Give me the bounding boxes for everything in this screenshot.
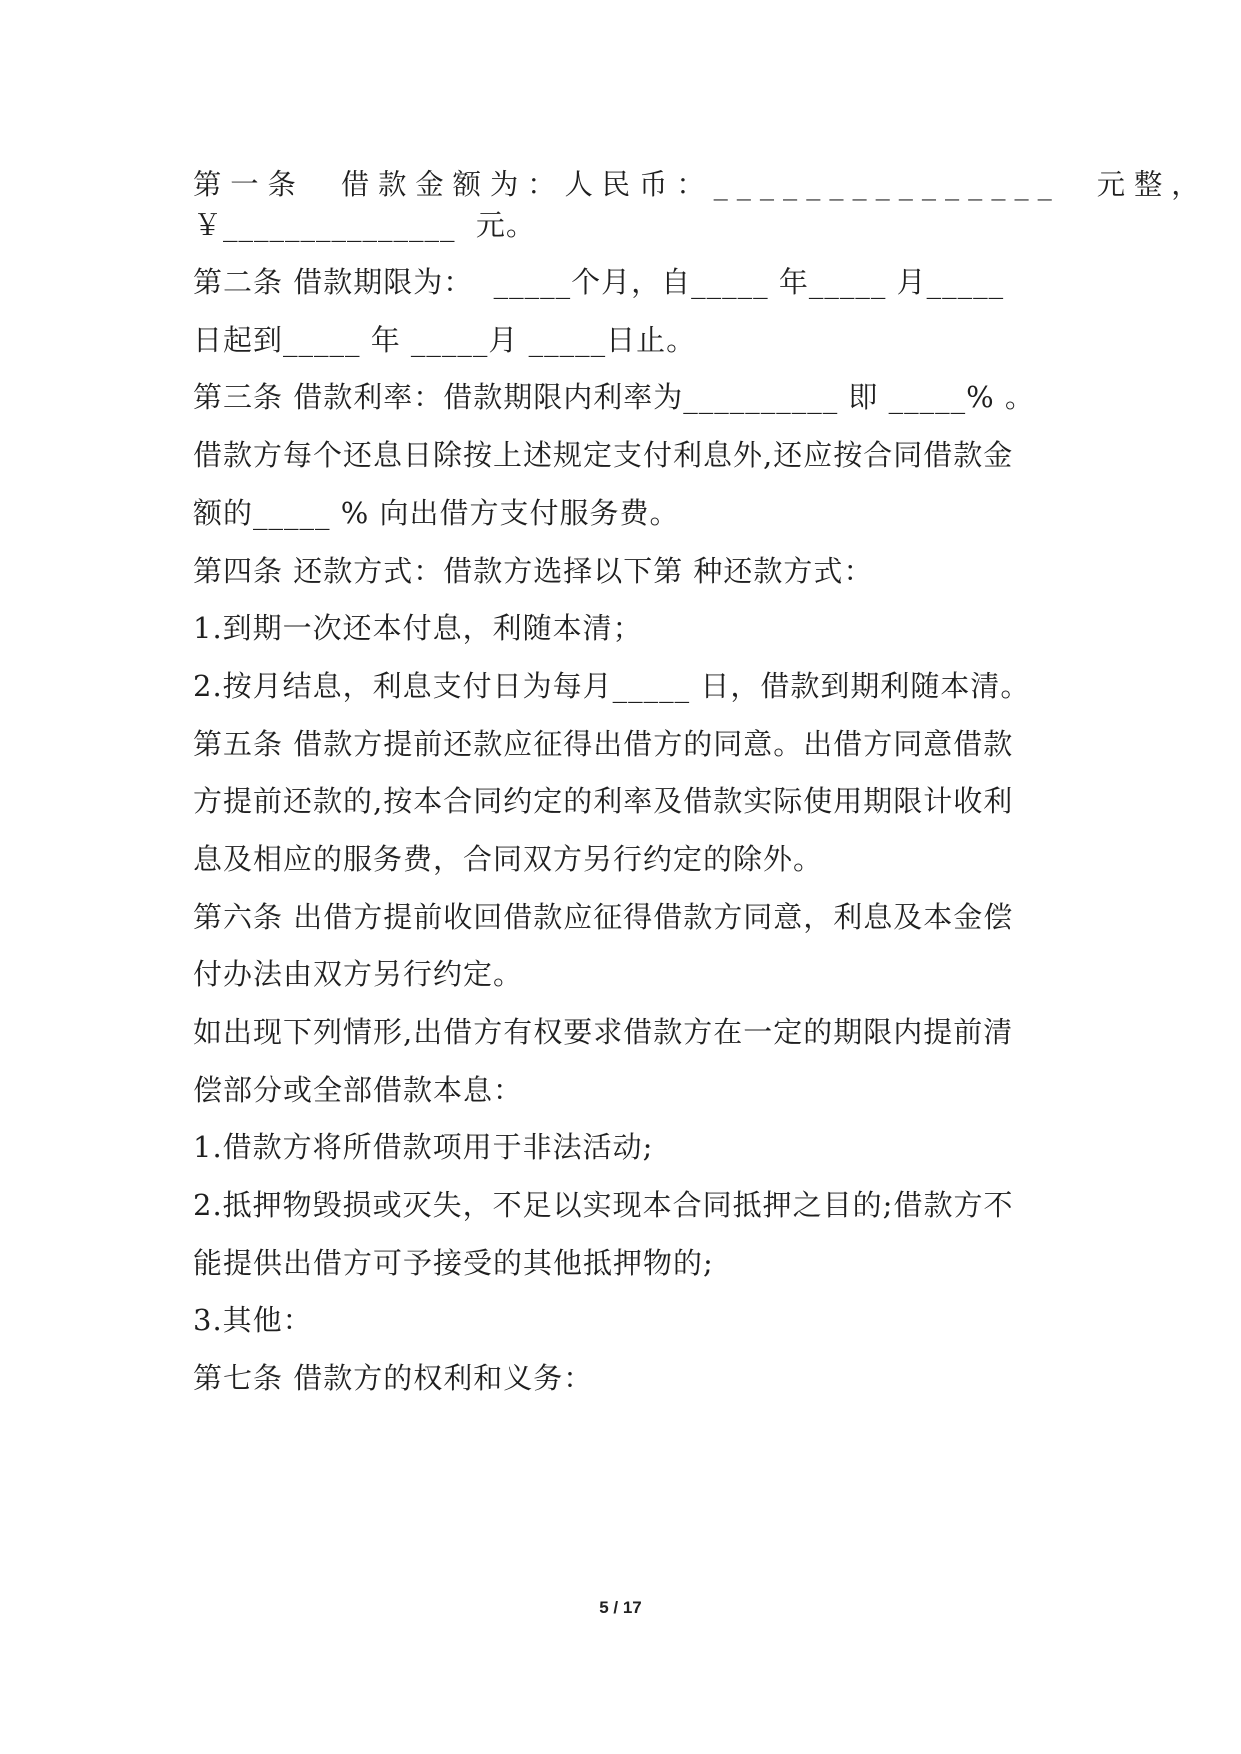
text-line: 借款方每个还息日除按上述规定支付利息外,还应按合同借款金 — [193, 438, 1014, 472]
text-line: 额的_____ % 向出借方支付服务费。 — [193, 496, 680, 530]
text-line-article-6: 第六条 出借方提前收回借款应征得借款方同意，利息及本金偿 — [193, 900, 1014, 934]
text-line: 3.其他： — [193, 1303, 313, 1337]
text-line: 2.抵押物毁损或灭失，不足以实现本合同抵押之目的;借款方不 — [193, 1188, 1014, 1222]
text-line-article-5: 第五条 借款方提前还款应征得出借方的同意。出借方同意借款 — [193, 727, 1014, 761]
text-line-article-3: 第三条 借款利率：借款期限内利率为__________ 即 _____% 。 — [193, 380, 1035, 414]
text-line: 2.按月结息，利息支付日为每月_____ 日，借款到期利随本清。 — [193, 669, 1031, 703]
text-line-article-4: 第四条 还款方式：借款方选择以下第 种还款方式： — [193, 554, 874, 588]
text-line: ￥_______________ 元。 — [193, 208, 536, 242]
text-line: 能提供出借方可予接受的其他抵押物的; — [193, 1246, 714, 1280]
text-line-article-1: 第一条 借款金额为：人民币：_______________ 元整， — [193, 168, 1209, 201]
text-line-article-7: 第七条 借款方的权利和义务： — [193, 1361, 594, 1395]
text-line: 付办法由双方另行约定。 — [193, 957, 524, 991]
text-line: 偿部分或全部借款本息： — [193, 1073, 524, 1107]
text-line: 息及相应的服务费，合同双方另行约定的除外。 — [193, 842, 824, 876]
text-line: 1.到期一次还本付息，利随本清； — [193, 611, 643, 645]
text-line: 如出现下列情形,出借方有权要求借款方在一定的期限内提前清 — [193, 1015, 1014, 1049]
text-line: 1.借款方将所借款项用于非法活动; — [193, 1130, 654, 1164]
text-line: 日起到_____ 年 _____月 _____日止。 — [193, 323, 697, 357]
page-number: 5 / 17 — [599, 1598, 642, 1617]
text-line: 方提前还款的,按本合同约定的利率及借款实际使用期限计收利 — [193, 784, 1014, 818]
text-line-article-2: 第二条 借款期限为： _____个月，自_____ 年_____ 月_____ — [193, 265, 1005, 299]
